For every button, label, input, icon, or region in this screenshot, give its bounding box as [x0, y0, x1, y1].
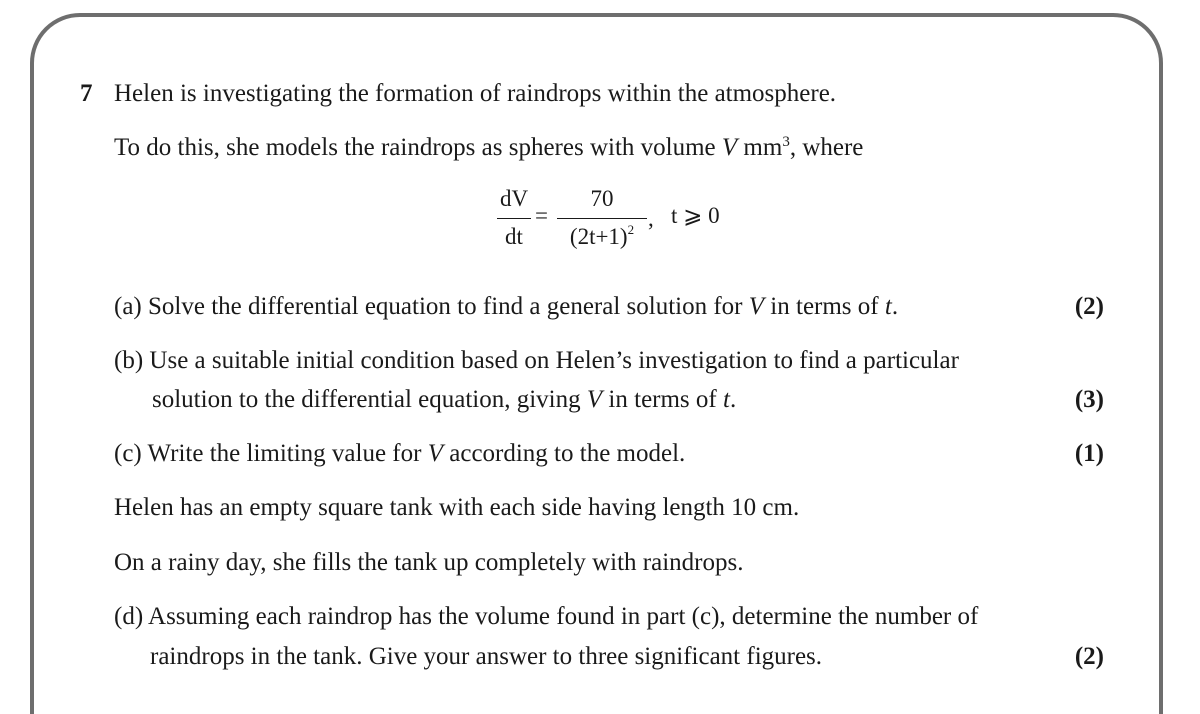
part-c-label: (c) [114, 440, 142, 467]
part-c-text-pre: Write the limiting value for [141, 440, 428, 467]
part-a-marks: (2) [1074, 293, 1104, 320]
equation-comma: , [648, 206, 654, 231]
part-b-line1-text: Use a suitable initial condition based on Helen’s investigation to find a particular [143, 347, 959, 374]
part-a-text-mid: in terms of [764, 293, 885, 320]
rhs-fraction [557, 186, 647, 256]
tank-line: Helen has an empty square tank with each side having length 10 cm. [114, 494, 800, 521]
part-b-var-v: V [586, 386, 603, 413]
model-line-unit-power: 3 [782, 134, 790, 150]
lhs-denominator: dt [505, 224, 523, 249]
part-b-var-t: t [723, 386, 730, 413]
lhs-numerator: dV [499, 186, 529, 211]
part-c-text [114, 439, 685, 469]
lhs-fraction-bar [497, 218, 531, 219]
part-c-marks: (1) [1074, 440, 1104, 467]
part-c-text-post: according to the model. [443, 440, 686, 467]
part-d-line2: raindrops in the tank. Give your answer to three significant figures. [150, 643, 823, 670]
model-line [114, 133, 863, 163]
model-line-unit: mm [737, 134, 783, 161]
equation-condition: t ⩾ 0 [671, 203, 720, 228]
part-c-var-v: V [427, 440, 443, 467]
rhs-denominator-power: 2 [627, 222, 635, 237]
differential-equation [497, 186, 737, 266]
part-a-text [114, 292, 898, 322]
rhs-denominator-base: (2t+1) [569, 224, 628, 249]
rhs-numerator: 70 [590, 186, 614, 211]
question-number: 7 [80, 80, 93, 107]
rhs-fraction-bar [557, 218, 647, 219]
part-b-label: (b) [114, 347, 144, 374]
part-b-line2 [152, 385, 736, 415]
rhs-denominator [557, 224, 647, 250]
model-line-var: V [721, 134, 738, 161]
part-d-line1 [114, 602, 978, 632]
part-a-text-pre: Solve the differential equation to find a general solution for [141, 293, 749, 320]
lhs-fraction [497, 186, 531, 256]
model-line-post: , where [789, 134, 864, 161]
part-b-line2-post: . [729, 386, 737, 413]
part-b-line2-mid: in terms of [602, 386, 723, 413]
part-b-marks: (3) [1074, 386, 1104, 413]
equals-sign: = [535, 203, 548, 228]
part-a-var-t: t [884, 293, 892, 320]
part-a-text-post: . [891, 293, 899, 320]
model-line-pre: To do this, she models the raindrops as spheres with volume [114, 134, 722, 161]
part-b-line1 [114, 346, 959, 376]
rain-line: On a rainy day, she fills the tank up completely with raindrops. [114, 549, 744, 576]
part-d-label: (d) [114, 603, 144, 630]
part-b-line2-pre: solution to the differential equation, giving [152, 386, 587, 413]
part-a-var-v: V [748, 293, 765, 320]
part-d-line1-text: Assuming each raindrop has the volume found in part (c), determine the number of [143, 603, 979, 630]
question-intro: Helen is investigating the formation of raindrops within the atmosphere. [114, 80, 837, 107]
part-a-label: (a) [114, 293, 142, 320]
part-d-marks: (2) [1074, 643, 1104, 670]
